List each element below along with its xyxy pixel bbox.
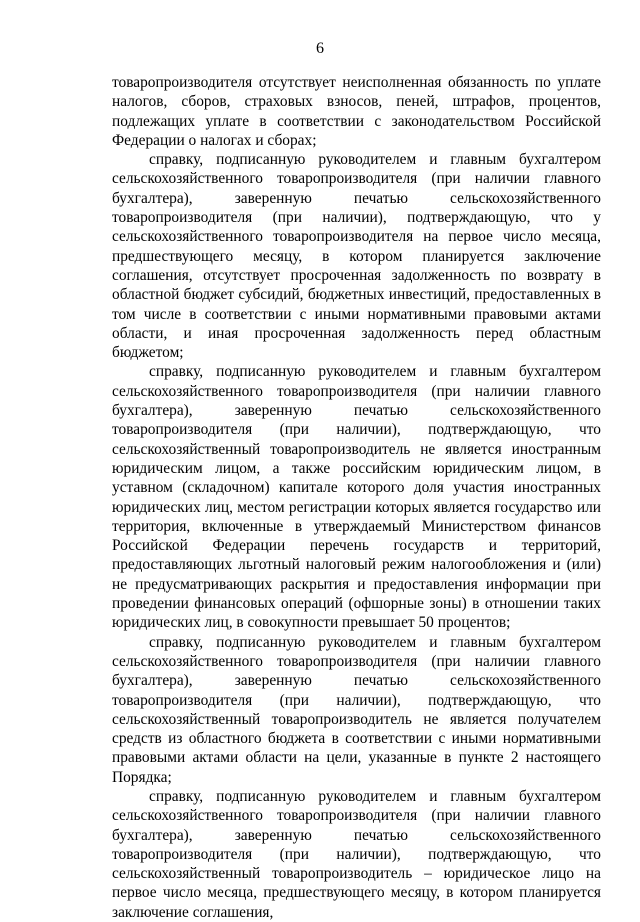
paragraph-certificate-not-budget-recipient: справку, подписанную руководителем и главным бухгалтером сельскохозяйственного товаропроизводителя (при наличии главного бухгалтера), заверенную печатью сельскохозяйственного товаропроизводителя (при наличии), подтверждающую, что сельскохозяйственный товаропроизводитель не является получателем средств из областного бюджета в соответствии с иными нормативными правовыми актами области на цели, указанные в пункте 2 настоящего Порядка; xyxy=(112,633,601,786)
paragraph-certificate-no-overdue-debt: справку, подписанную руководителем и главным бухгалтером сельскохозяйственного товаропроизводителя (при наличии главного бухгалтера), заверенную печатью сельскохозяйственного товаропроизводителя (при наличии), подтверждающую, что у сельскохозяйственного товаропроизводителя на первое число месяца, предшествующего месяцу, в котором планируется заключение соглашения, отсутствует просроченная задолженность по возврату в областной бюджет субсидий, бюджетных инвестиций, предоставленных в том числе в соответствии с иными нормативными правовыми актами области, и иная просроченная задолженность перед областным бюджетом; xyxy=(112,151,601,362)
document-body xyxy=(112,73,601,922)
page-number: 6 xyxy=(316,40,324,57)
paragraph-certificate-legal-entity: справку, подписанную руководителем и главным бухгалтером сельскохозяйственного товаропроизводителя (при наличии главного бухгалтера), заверенную печатью сельскохозяйственного товаропроизводителя (при наличии), подтверждающую, что сельскохозяйственный товаропроизводитель – юридическое лицо на первое число месяца, предшествующего месяцу, в котором планируется заключение соглашения, xyxy=(112,787,601,921)
paragraph-certificate-not-foreign-entity: справку, подписанную руководителем и главным бухгалтером сельскохозяйственного товаропроизводителя (при наличии главного бухгалтера), заверенную печатью сельскохозяйственного товаропроизводителя (при наличии), подтверждающую, что сельскохозяйственный товаропроизводитель не является иностранным юридическим лицом, а также российским юридическим лицом, в уставном (складочном) капитале которого доля участия иностранных юридических лиц, местом регистрации которых является государство или территория, включенные в утверждаемый Министерством финансов Российской Федерации перечень государств и территорий, предоставляющих льготный налоговый режим налогообложения и (или) не предусматривающих раскрытия и предоставления информации при проведении финансовых операций (офшорные зоны) в отношении таких юридических лиц, в совокупности превышает 50 процентов; xyxy=(112,363,601,632)
paragraph-tax-obligations-continued: товаропроизводителя отсутствует неисполненная обязанность по уплате налогов, сборов, страховых взносов, пеней, штрафов, процентов, подлежащих уплате в соответствии с законодательством Российской Федерации о налогах и сборах; xyxy=(112,74,601,149)
